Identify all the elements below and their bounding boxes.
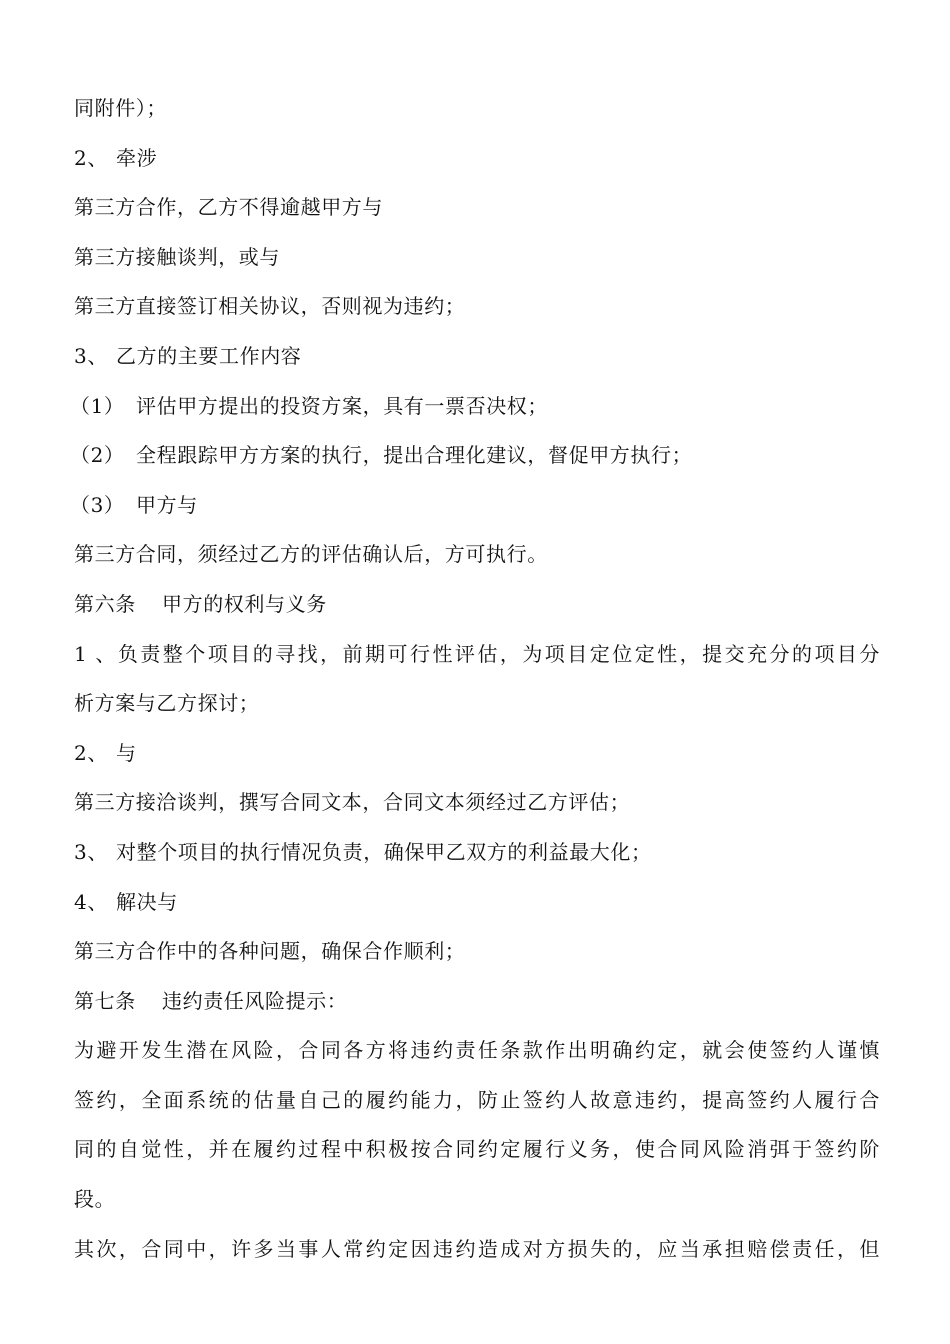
item-number: 2、 <box>74 740 108 765</box>
sub-item-number: （2） <box>70 443 125 468</box>
list-item <box>74 630 880 680</box>
paragraph-line <box>74 233 880 283</box>
article-heading <box>74 977 880 1027</box>
line-text: 第三方接洽谈判，撰写合同文本，合同文本须经过乙方评估； <box>74 790 631 815</box>
paragraph-line <box>74 530 880 580</box>
sub-list-item <box>70 431 880 481</box>
paragraph-line <box>74 778 880 828</box>
line-text: 对整个项目的执行情况负责，确保甲乙双方的利益最大化； <box>116 839 652 864</box>
item-number: 1、 <box>74 641 116 666</box>
sub-list-item <box>70 481 880 531</box>
line-text: 第三方接触谈判，或与 <box>74 244 280 269</box>
line-text: 同附件）； <box>74 96 167 120</box>
list-item <box>74 332 880 382</box>
sub-item-number: （1） <box>70 393 125 418</box>
paragraph-line <box>74 1125 880 1175</box>
document-body <box>70 84 880 1274</box>
list-item <box>74 828 880 878</box>
line-text: 段。 <box>74 1187 116 1212</box>
list-item <box>74 134 880 184</box>
line-text: 全程跟踪甲方方案的执行，提出合理化建议，督促甲方执行； <box>136 443 693 468</box>
line-text: 与 <box>116 740 137 765</box>
line-text: 乙方的主要工作内容 <box>116 343 302 368</box>
paragraph-line <box>74 183 880 233</box>
article-title: 甲方的权利与义务 <box>162 591 327 616</box>
paragraph-line <box>74 1026 880 1076</box>
line-text: 牵涉 <box>116 145 158 170</box>
paragraph-line <box>74 1076 880 1126</box>
paragraph-line <box>74 84 880 134</box>
line-text: 第三方合同，须经过乙方的评估确认后，方可执行。 <box>74 542 548 567</box>
item-number: 3、 <box>74 343 108 368</box>
paragraph-line <box>74 927 880 977</box>
line-text: 第三方合作，乙方不得逾越甲方与 <box>74 195 383 220</box>
line-text: 签约，全面系统的估量自己的履约能力，防止签约人故意违约，提高签约人履行合 <box>74 1087 880 1112</box>
article-title: 违约责任风险提示： <box>162 988 348 1013</box>
paragraph-line <box>74 679 880 729</box>
line-text: 第三方直接签订相关协议，否则视为违约； <box>74 294 466 319</box>
paragraph-line <box>74 1225 880 1275</box>
item-number: 3、 <box>74 839 108 864</box>
sub-list-item <box>70 382 880 432</box>
line-text: 评估甲方提出的投资方案，具有一票否决权； <box>136 393 548 418</box>
paragraph-line <box>74 282 880 332</box>
article-heading <box>74 580 880 630</box>
line-text: 甲方与 <box>136 492 198 517</box>
item-number: 2、 <box>74 145 108 170</box>
line-text: 第三方合作中的各种问题，确保合作顺利； <box>74 939 466 964</box>
list-item <box>74 878 880 928</box>
article-number: 第七条 <box>74 988 136 1013</box>
line-text: 为避开发生潜在风险，合同各方将违约责任条款作出明确约定，就会使签约人谨慎 <box>74 1038 880 1063</box>
line-text: 解决与 <box>116 889 178 914</box>
paragraph-line <box>74 1175 880 1225</box>
line-text: 负责整个项目的寻找，前期可行性评估，为项目定位定性，提交充分的项目分 <box>116 641 880 666</box>
item-number: 4、 <box>74 889 108 914</box>
sub-item-number: （3） <box>70 492 125 517</box>
line-text: 其次，合同中，许多当事人常约定因违约造成对方损失的，应当承担赔偿责任，但 <box>74 1236 880 1261</box>
line-text: 析方案与乙方探讨； <box>74 691 260 716</box>
article-number: 第六条 <box>74 591 136 616</box>
list-item <box>74 729 880 779</box>
line-text: 同的自觉性，并在履约过程中积极按合同约定履行义务，使合同风险消弭于签约阶 <box>74 1137 880 1162</box>
